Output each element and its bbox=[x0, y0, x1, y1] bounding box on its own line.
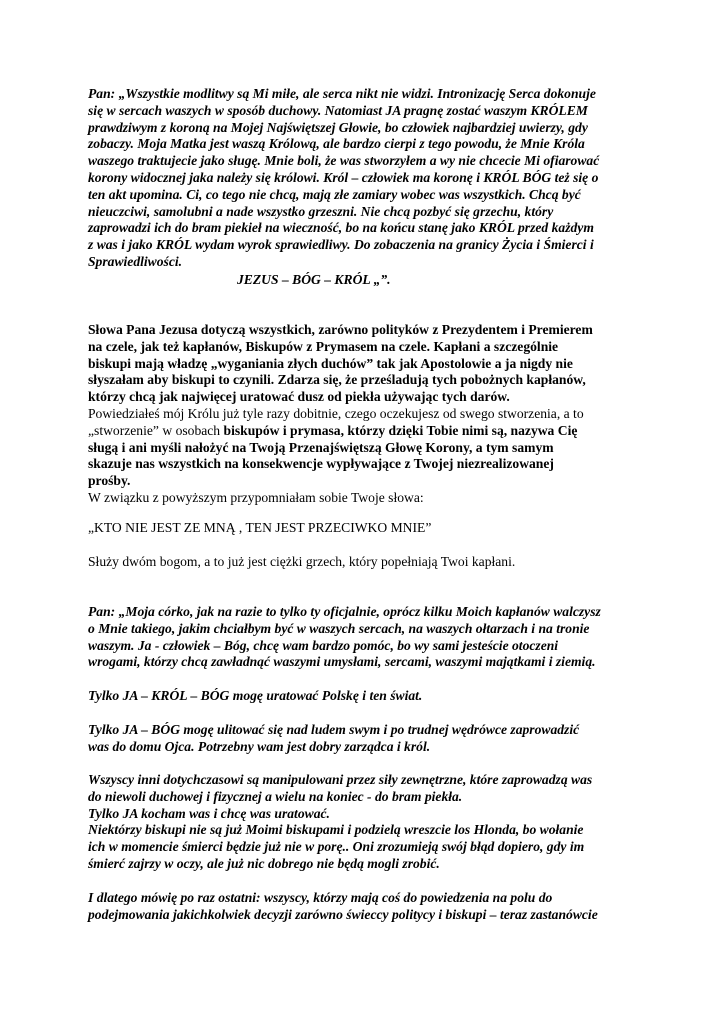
paragraph-4: Tylko JA – KRÓL – BÓG mogę uratować Polskę i ten świat. bbox=[88, 688, 423, 703]
text-bold-part: biskupów i prymasa, którzy dzięki Tobie nimi są, nazywa Cię bbox=[223, 422, 578, 438]
text-line: Słowa Pana Jezusa dotyczą wszystkich, zarówno polityków z Prezydentem i Premierem bbox=[88, 322, 593, 337]
text-line: W związku z powyższym przypomniałam sobie Twoje słowa: bbox=[88, 489, 424, 505]
text-line: wrogami, którzy chcą zawładnąć waszymi umysłami, sercami, waszymi majątkami i ziemią. bbox=[88, 654, 596, 670]
text-line: śmierć zajrzy w oczy, ale już nic dobrego nie będą mogli zrobić. bbox=[88, 855, 440, 871]
paragraph-1 bbox=[88, 86, 644, 271]
text-line: waszego traktujecie jako sługę. Mnie boli, że was stworzyłem a wy nie chcecie Mi ofiarować bbox=[88, 153, 600, 169]
text-line: prośby. bbox=[88, 473, 131, 489]
text-line: Wszyscy inni dotychczasowi są manipulowani przez siły zewnętrzne, które zaprowadzą was bbox=[88, 772, 593, 787]
text-line: na czele, jak też kapłanów, Biskupów z Prymasem na czele. Kapłani a szczególnie bbox=[88, 338, 559, 354]
text-line: korony widocznej jaka należy się królowi. Król – człowiek ma koronę i KRÓL BÓG też się o bbox=[88, 169, 599, 185]
text-line: Pan: „Moja córko, jak na razie to tylko ty oficjalnie, oprócz kilku Moich kapłanów walczysz bbox=[88, 604, 601, 619]
text-line: ten akt upomina. Ci, co tego nie chcą, mają złe zamiary wobec was wszystkich. Chcą być bbox=[88, 186, 581, 202]
paragraph-3 bbox=[88, 604, 644, 671]
paragraph-7 bbox=[88, 890, 644, 924]
text-line: z was i jako KRÓL wydam wyrok sprawiedliwy. Do zobaczenia na granicy Życia i Śmierci i bbox=[88, 237, 594, 253]
text-line: Niektórzy biskupi nie są już Moimi biskupami i podzielą wreszcie los Hlonda, bo wołanie bbox=[88, 822, 584, 838]
text-line: sługą i ani myśli nałożyć na Twoją Przenajświętszą Głowę Korony, a tym samym bbox=[88, 439, 554, 455]
text-line: Powiedziałeś mój Królu już tyle razy dobitnie, czego oczekujesz od swego stworzenia, a to bbox=[88, 405, 584, 421]
text-line: Sprawiedliwości. bbox=[88, 253, 183, 269]
text-line: słyszałam aby biskupi to czynili. Zdarza się, że prześladują tych pobożnych kapłanów, bbox=[88, 372, 586, 388]
text-line: do niewoli duchowej i fizycznej a wielu na koniec - do bram piekła. bbox=[88, 788, 463, 804]
text-normal-part: „stworzenie” w osobach bbox=[88, 422, 224, 438]
text-line: nieuczciwi, samolubni a nade wszystko grzeszni. Nie chcą pozbyć się grzechu, który bbox=[88, 203, 554, 219]
signature-line: JEZUS – BÓG – KRÓL „”. bbox=[237, 272, 391, 287]
text-line: was do domu Ojca. Potrzebny wam jest dobry zarządca i król. bbox=[88, 738, 431, 754]
text-line: zobaczy. Moja Matka jest waszą Królową, ale bardzo cierpi z tego powodu, że Mnie Króla bbox=[88, 136, 585, 152]
text-line: ich w momencie śmierci będzie już nie w porę.. Oni zrozumieją swój błąd dopiero, gdy im bbox=[88, 839, 585, 855]
text-line: podejmowania jakichkolwiek decyzji zarówno świeccy politycy i biskupi – teraz zastanówcie bbox=[88, 906, 598, 922]
mixed-text-line bbox=[88, 423, 644, 440]
text-line: którzy chcą jak najwięcej uratować dusz od piekła używając tych darów. bbox=[88, 389, 510, 405]
text-line: skazuje nas wszystkich na konsekwencje wypływające z Twojej niezrealizowanej bbox=[88, 456, 554, 472]
paragraph-6 bbox=[88, 772, 644, 873]
text-line: o Mnie takiego, jakim chciałbym być w waszych sercach, na waszych ołtarzach i na tronie bbox=[88, 620, 590, 636]
text-line: biskupi mają władzę „wyganiania złych duchów” tak jak Apostolowie a ja nigdy nie bbox=[88, 355, 573, 371]
text-line: waszym. Ja - człowiek – Bóg, chcę wam bardzo pomóc, bo wy sami jesteście otoczeni bbox=[88, 637, 559, 653]
text-line: się w sercach waszych w sposób duchowy. Natomiast JA pragnę zostać waszym KRÓLEM bbox=[88, 102, 588, 118]
text-line: zaprowadzi ich do bram piekieł na wieczność, bo na końcu stanę jako KRÓL przed każdym bbox=[88, 220, 594, 236]
quote-line: „KTO NIE JEST ZE MNĄ , TEN JEST PRZECIWKO MNIE” bbox=[88, 520, 432, 535]
text-line: prawdziwym z koroną na Mojej Najświętszej Głowie, bo człowiek najbardziej uwierzy, gdy bbox=[88, 119, 588, 135]
servant-line: Służy dwóm bogom, a to już jest ciężki grzech, który popełniają Twoi kapłani. bbox=[88, 554, 516, 569]
text-line: I dlatego mówię po raz ostatni: wszyscy, którzy mają coś do powiedzenia na polu do bbox=[88, 890, 553, 905]
text-line: Tylko JA – BÓG mogę ulitować się nad ludem swym i po trudnej wędrówce zaprowadzić bbox=[88, 722, 580, 737]
paragraph-5 bbox=[88, 722, 644, 756]
text-line: Pan: „Wszystkie modlitwy są Mi miłe, ale serca nikt nie widzi. Intronizację Serca dokonuje bbox=[88, 86, 596, 101]
paragraph-2 bbox=[88, 322, 644, 507]
text-line: Tylko JA kocham was i chcę was uratować. bbox=[88, 805, 330, 821]
